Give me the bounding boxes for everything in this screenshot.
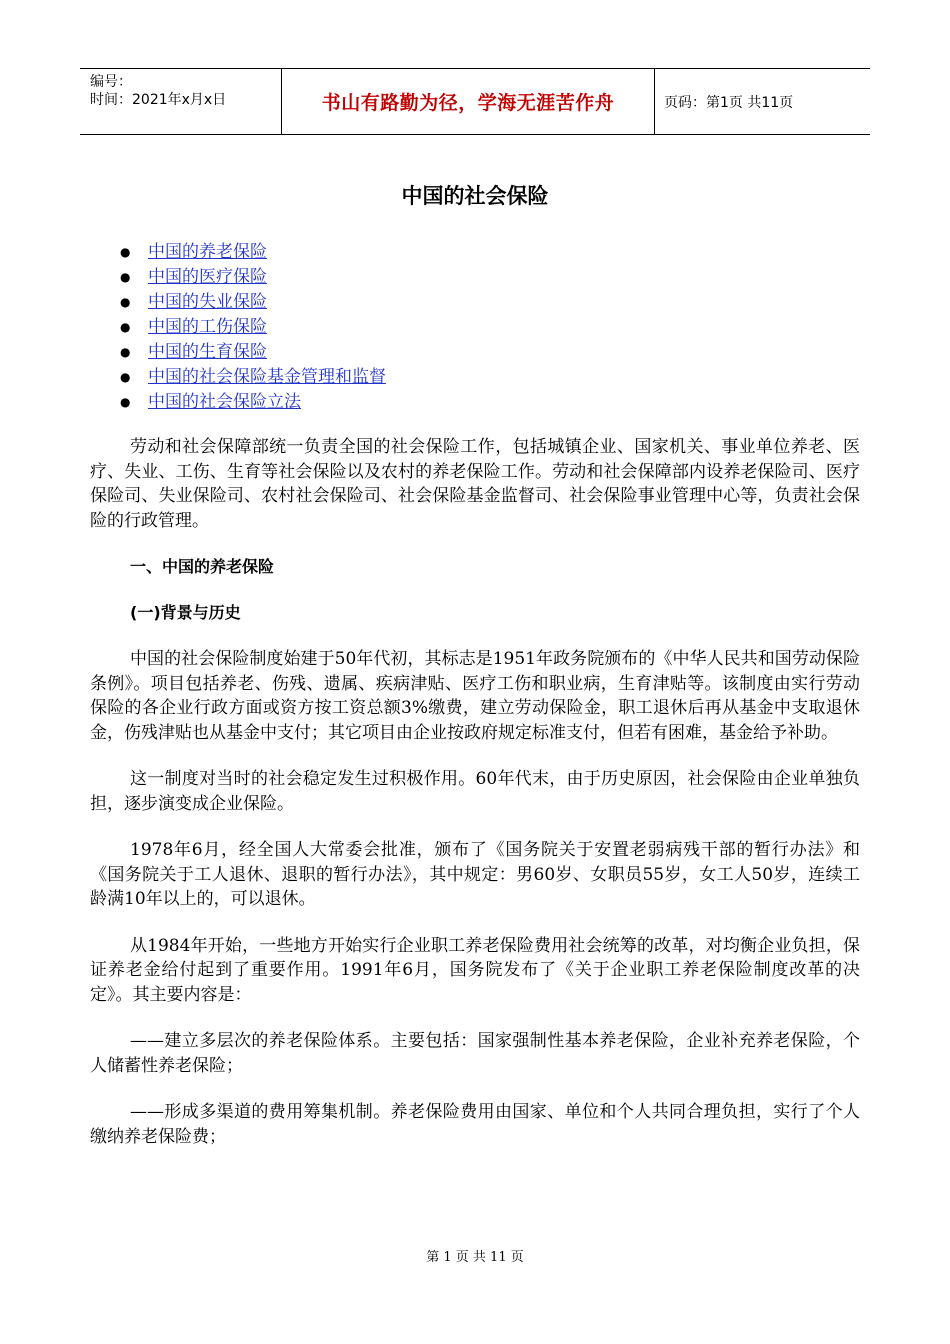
header-meta xyxy=(80,69,282,134)
bullet-icon: ● xyxy=(120,270,131,284)
toc-link-pension[interactable]: 中国的养老保险 xyxy=(148,242,267,262)
body-paragraph: 1978年6月，经全国人大常委会批准，颁布了《国务院关于安置老弱病残干部的暂行办法》和《国务院关于工人退休、退职的暂行办法》，其中规定：男60岁、女职员55岁，女工人50岁，连续工龄满10年以上的，可以退休。 xyxy=(90,840,860,909)
toc-item xyxy=(120,365,386,390)
toc-link-work-injury[interactable]: 中国的工伤保险 xyxy=(148,317,267,337)
toc-link-medical[interactable]: 中国的医疗保险 xyxy=(148,267,267,287)
toc-item xyxy=(120,265,386,290)
toc-item xyxy=(120,340,386,365)
bullet-icon: ● xyxy=(120,245,131,259)
header-motto: 书山有路勤为径，学海无涯苦作舟 xyxy=(282,69,655,134)
intro-paragraph: 劳动和社会保障部统一负责全国的社会保险工作，包括城镇企业、国家机关、事业单位养老、医疗、失业、工伤、生育等社会保险以及农村的养老保险工作。劳动和社会保障部内设养老保险司、医疗保险司、失业保险司、农村社会保险司、社会保险基金监督司、社会保险事业管理中心等，负责社会保险的行政管理。 xyxy=(90,437,860,531)
bullet-icon: ● xyxy=(120,370,131,384)
body-paragraph: 中国的社会保险制度始建于50年代初，其标志是1951年政务院颁布的《中华人民共和国劳动保险条例》。项目包括养老、伤残、遗属、疾病津贴、医疗工伤和职业病，生育津贴等。该制度由实行劳动保险的各企业行政方面或资方按工资总额3%缴费，建立劳动保险金，职工退休后再从基金中支取退休金，伤残津贴也从基金中支付；其它项目由企业按政府规定标准支付，但若有困难，基金给予补助。 xyxy=(90,649,860,743)
table-of-contents xyxy=(120,240,386,415)
bullet-icon: ● xyxy=(120,295,131,309)
body-paragraph: ——形成多渠道的费用筹集机制。养老保险费用由国家、单位和个人共同合理负担，实行了个人缴纳养老保险费； xyxy=(90,1102,860,1147)
date-label: 时间：2021年x月x日 xyxy=(90,92,227,108)
bullet-icon: ● xyxy=(120,320,131,334)
body-paragraph: ——建立多层次的养老保险体系。主要包括：国家强制性基本养老保险，企业补充养老保险，个人储蓄性养老保险； xyxy=(90,1031,860,1076)
toc-item xyxy=(120,315,386,340)
toc-item xyxy=(120,240,386,265)
toc-item xyxy=(120,390,386,415)
body-paragraph: 从1984年开始，一些地方开始实行企业职工养老保险费用社会统筹的改革，对均衡企业负担，保证养老金给付起到了重要作用。1991年6月，国务院发布了《关于企业职工养老保险制度改革的决定》。其主要内容是： xyxy=(90,935,860,1005)
number-label: 编号： xyxy=(90,74,132,90)
document-body xyxy=(90,435,860,1171)
toc-item xyxy=(120,290,386,315)
bullet-icon: ● xyxy=(120,395,131,409)
toc-link-unemployment[interactable]: 中国的失业保险 xyxy=(148,292,267,312)
bullet-icon: ● xyxy=(120,345,131,359)
document-header xyxy=(80,68,870,135)
page-title: 中国的社会保险 xyxy=(401,184,549,208)
toc-link-fund-management[interactable]: 中国的社会保险基金管理和监督 xyxy=(148,367,386,387)
body-paragraph: 这一制度对当时的社会稳定发生过积极作用。60年代末，由于历史原因，社会保险由企业单独负担，逐步演变成企业保险。 xyxy=(90,769,860,814)
header-page-info: 页码：第1页 共11页 xyxy=(664,94,794,111)
page-footer: 第 1 页 共 11 页 xyxy=(426,1250,524,1265)
subsection-heading: (一)背景与历史 xyxy=(130,603,241,622)
toc-link-maternity[interactable]: 中国的生育保险 xyxy=(148,342,267,362)
toc-link-legislation[interactable]: 中国的社会保险立法 xyxy=(148,392,301,412)
section-heading: 一、中国的养老保险 xyxy=(130,557,275,576)
